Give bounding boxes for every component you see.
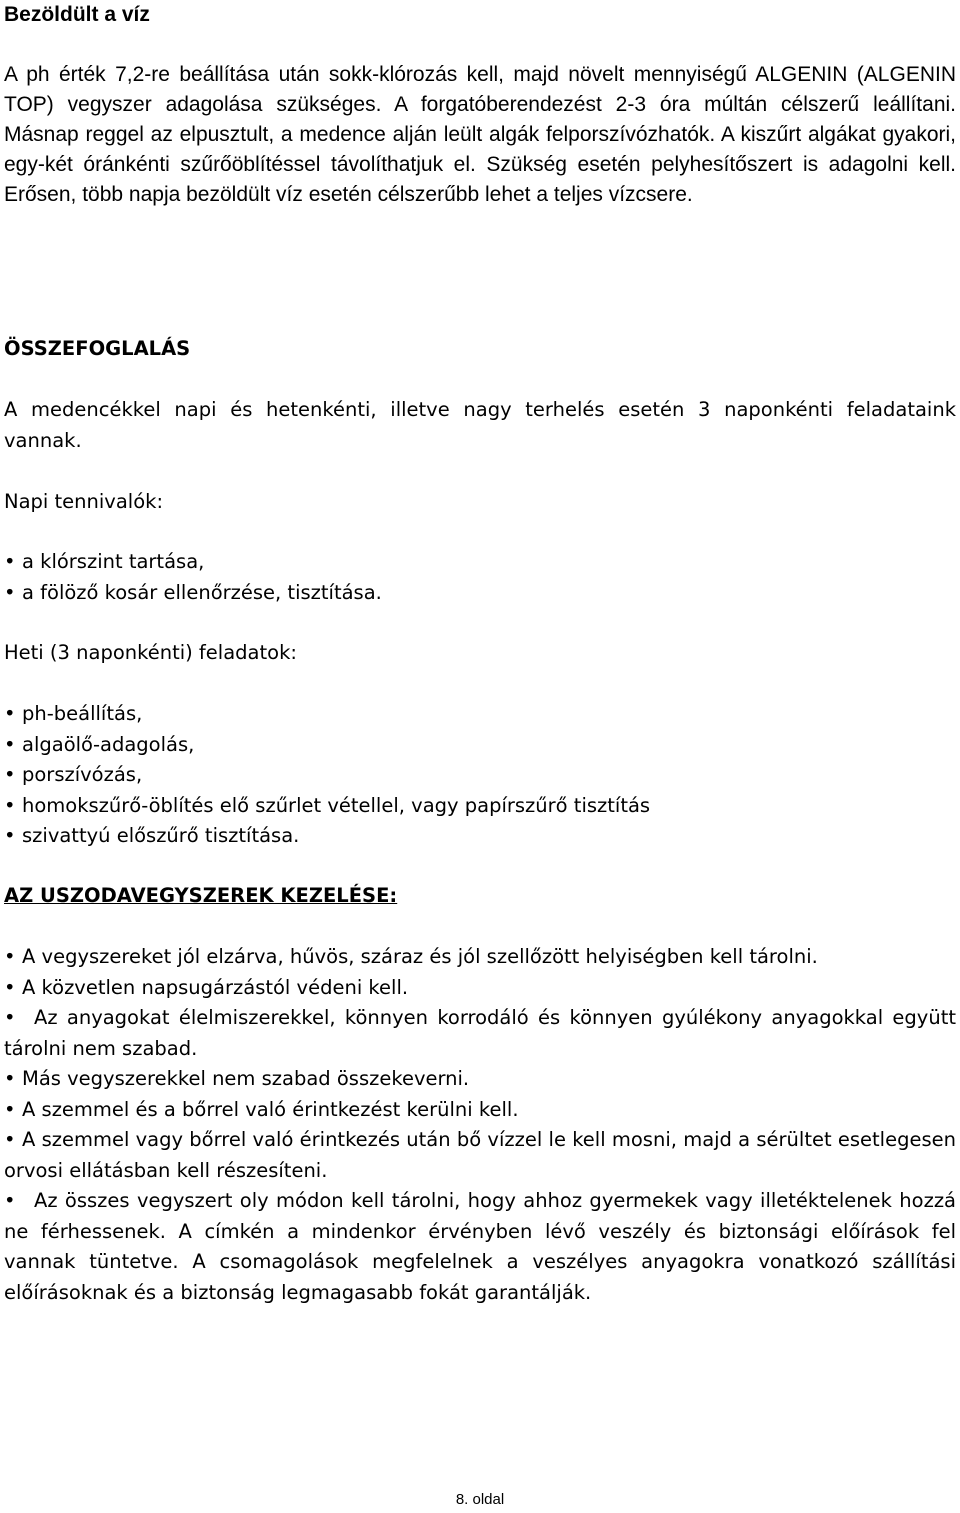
- list-item: • szivattyú előszűrő tisztítása.: [4, 821, 956, 852]
- bullet-icon: •: [4, 1006, 16, 1029]
- bullet-icon: •: [4, 1128, 16, 1151]
- list-item: • Más vegyszerekkel nem szabad összekeverni.: [4, 1064, 956, 1095]
- list-item: • porszívózás,: [4, 760, 956, 791]
- bullet-icon: •: [4, 702, 16, 725]
- list-item: • A vegyszereket jól elzárva, hűvös, száraz és jól szellőzött helyiségben kell tárolni.: [4, 942, 956, 973]
- bullet-icon: •: [4, 1097, 16, 1121]
- bullet-icon: •: [4, 763, 16, 786]
- bullet-icon: •: [4, 732, 16, 756]
- bullet-icon: •: [4, 580, 16, 604]
- list-item: • Az összes vegyszert oly módon kell tárolni, hogy ahhoz gyermekek vagy illetéktelenek hozzá ne férhessenek. A címkén a mindenkor érvényben lévő veszély és biztonsági előírások fel vannak tüntetve. A csomagolások megfelelnek a veszélyes anyagokra vonatkozó szállítási előírásoknak és a biztonság legmagasabb fokát garantálják.: [4, 1186, 956, 1308]
- bullet-icon: •: [4, 945, 16, 968]
- summary-heading: ÖSSZEFOGLALÁS: [4, 337, 191, 360]
- weekly-tasks-label: Heti (3 naponkénti) feladatok:: [4, 641, 297, 664]
- bullet-icon: •: [4, 793, 16, 817]
- bullet-icon: •: [4, 824, 16, 847]
- list-item: • A szemmel vagy bőrrel való érintkezés után bő vízzel le kell mosni, majd a sérültet esetlegesen orvosi ellátásban kell részesíteni.: [4, 1125, 956, 1186]
- list-item: • a fölöző kosár ellenőrzése, tisztítása.: [4, 578, 956, 609]
- list-item: • algaölő-adagolás,: [4, 730, 956, 761]
- list-item: • a klórszint tartása,: [4, 547, 956, 578]
- green-water-paragraph: A ph érték 7,2-re beállítása után sokk-klórozás kell, majd növelt mennyiségű ALGENIN (ALGENIN TOP) vegyszer adagolása szükséges. A forgatóberendezést 2-3 óra múltán célszerű leállítani. Másnap reggel az elpusztult, a medence alján leült algák felporszívózhatók. A kiszűrt algákat gyakori, egy-két óránkénti szűrőöblítéssel távolíthatjuk el. Szükség esetén pelyhesítőszert is adagolni kell. Erősen, több napja bezöldült víz esetén célszerűbb lehet a teljes vízcsere.: [4, 63, 956, 206]
- bullet-icon: •: [4, 550, 16, 573]
- page-number: 8. oldal: [455, 1491, 505, 1508]
- chemicals-handling-list: [4, 942, 956, 1308]
- bullet-icon: •: [4, 1189, 16, 1212]
- section-heading-green-water: Bezöldült a víz: [4, 3, 150, 26]
- summary-intro: A medencékkel napi és hetenkénti, illetve nagy terhelés esetén 3 naponkénti feladataink vannak.: [4, 398, 956, 452]
- list-item: • ph-beállítás,: [4, 699, 956, 730]
- chemicals-heading: AZ USZODAVEGYSZEREK KEZELÉSE:: [4, 884, 398, 907]
- list-item: • A szemmel és a bőrrel való érintkezést kerülni kell.: [4, 1095, 956, 1126]
- bullet-icon: •: [4, 1067, 16, 1090]
- list-item: • A közvetlen napsugárzástól védeni kell.: [4, 973, 956, 1004]
- daily-tasks-label: Napi tennivalók:: [4, 490, 164, 513]
- bullet-icon: •: [4, 975, 16, 999]
- list-item: • Az anyagokat élelmiszerekkel, könnyen korrodáló és könnyen gyúlékony anyagokkal együtt tárolni nem szabad.: [4, 1003, 956, 1064]
- weekly-tasks-list: [4, 699, 956, 852]
- list-item: • homokszűrő-öblítés elő szűrlet vétellel, vagy papírszűrő tisztítás: [4, 791, 956, 822]
- daily-tasks-list: [4, 547, 956, 608]
